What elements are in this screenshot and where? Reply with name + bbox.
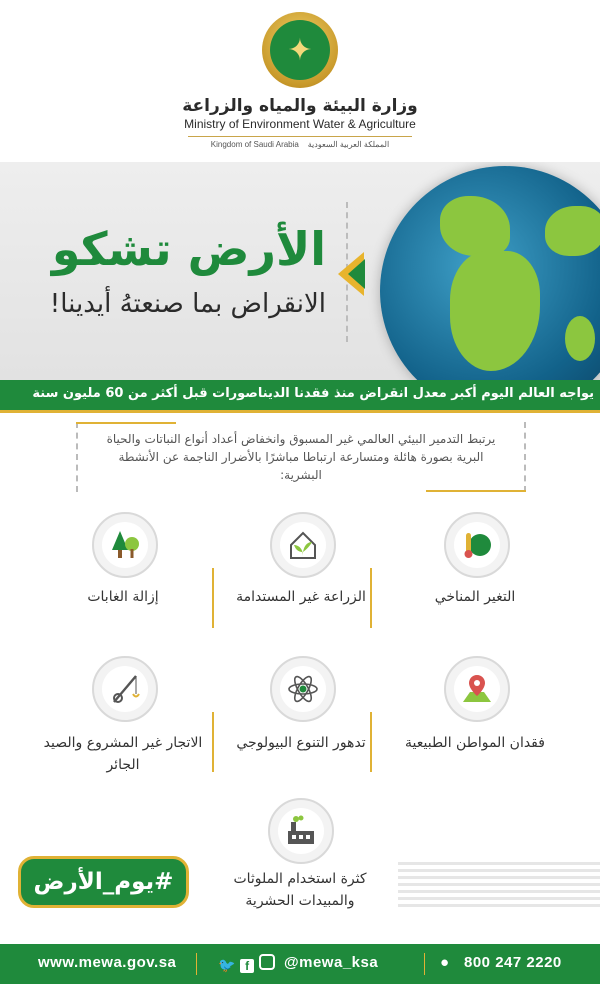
kingdom-ar: المملكة العربية السعودية xyxy=(307,140,390,149)
hashtag-badge xyxy=(18,856,189,908)
map-pin-icon xyxy=(444,656,510,722)
factory-icon xyxy=(268,798,334,864)
sprout-house-icon xyxy=(270,512,336,578)
hero-section xyxy=(0,162,600,380)
hero-title: الأرض تشكو xyxy=(51,222,326,276)
ministry-name-ar: وزارة البيئة والمياه والزراعة xyxy=(182,96,418,116)
banner-gold-line xyxy=(0,410,600,413)
intro-text: يرتبط التدمير البيئي العالمي غير المسبوق وانخفاض أعداد أنواع النباتات والحياة البرية بصورة هائلة ومتسارعة ارتباطا مباشرًا بالأضرار الناجمة عن الأنشطة البشرية: xyxy=(106,432,496,482)
decorative-stripes xyxy=(398,862,600,908)
label-biodiversity-decline: تدهور التنوع البيولوجي xyxy=(236,735,366,751)
label-deforestation: إزالة الغابات xyxy=(87,589,159,605)
atom-icon xyxy=(270,656,336,722)
header-divider xyxy=(188,136,412,137)
fact-banner xyxy=(0,380,600,410)
fishing-rod-icon xyxy=(92,656,158,722)
palm-swords-icon: ✦ xyxy=(270,20,330,80)
phone-number[interactable]: 800 247 2220 xyxy=(464,954,562,971)
separator xyxy=(212,568,214,628)
label-pollutants-pesticides: كثرة استخدام الملوثات والمبيدات الحشرية xyxy=(233,871,367,909)
social-handle[interactable]: @mewa_ksa xyxy=(284,954,379,971)
fact-banner-text: يواجه العالم اليوم أكبر معدل انقراض منذ فقدنا الديناصورات قبل أكثر من 60 مليون سنة xyxy=(32,386,594,401)
trees-icon xyxy=(92,512,158,578)
hero-subtitle: الانقراض بما صنعتهُ أيدينا! xyxy=(49,289,326,319)
whatsapp-icon: ● xyxy=(440,954,450,971)
label-illegal-trade-hunting: الاتجار غير المشروع والصيد الجائر xyxy=(43,735,203,773)
hashtag-text: #يوم_الأرض xyxy=(33,869,174,895)
intro-box xyxy=(76,422,526,492)
pointer-arrow-inner xyxy=(348,259,365,289)
kingdom-line xyxy=(0,140,600,149)
kingdom-en: Kingdom of Saudi Arabia xyxy=(210,140,299,149)
website-link[interactable]: www.mewa.gov.sa xyxy=(38,954,177,971)
footer-bar xyxy=(0,944,600,984)
ministry-name-en: Ministry of Environment Water & Agriculture xyxy=(184,117,416,131)
thermometer-globe-icon xyxy=(444,512,510,578)
label-climate-change: التغير المناخي xyxy=(434,589,516,605)
label-habitat-loss: فقدان المواطن الطبيعية xyxy=(405,735,545,751)
facebook-icon[interactable]: f xyxy=(240,959,254,973)
twitter-icon[interactable]: 🐦 xyxy=(218,957,236,973)
label-unsustainable-agriculture: الزراعة غير المستدامة xyxy=(236,589,366,605)
ministry-logo xyxy=(262,12,338,88)
instagram-icon[interactable] xyxy=(259,954,275,970)
separator xyxy=(212,712,214,772)
social-icons xyxy=(218,954,275,974)
